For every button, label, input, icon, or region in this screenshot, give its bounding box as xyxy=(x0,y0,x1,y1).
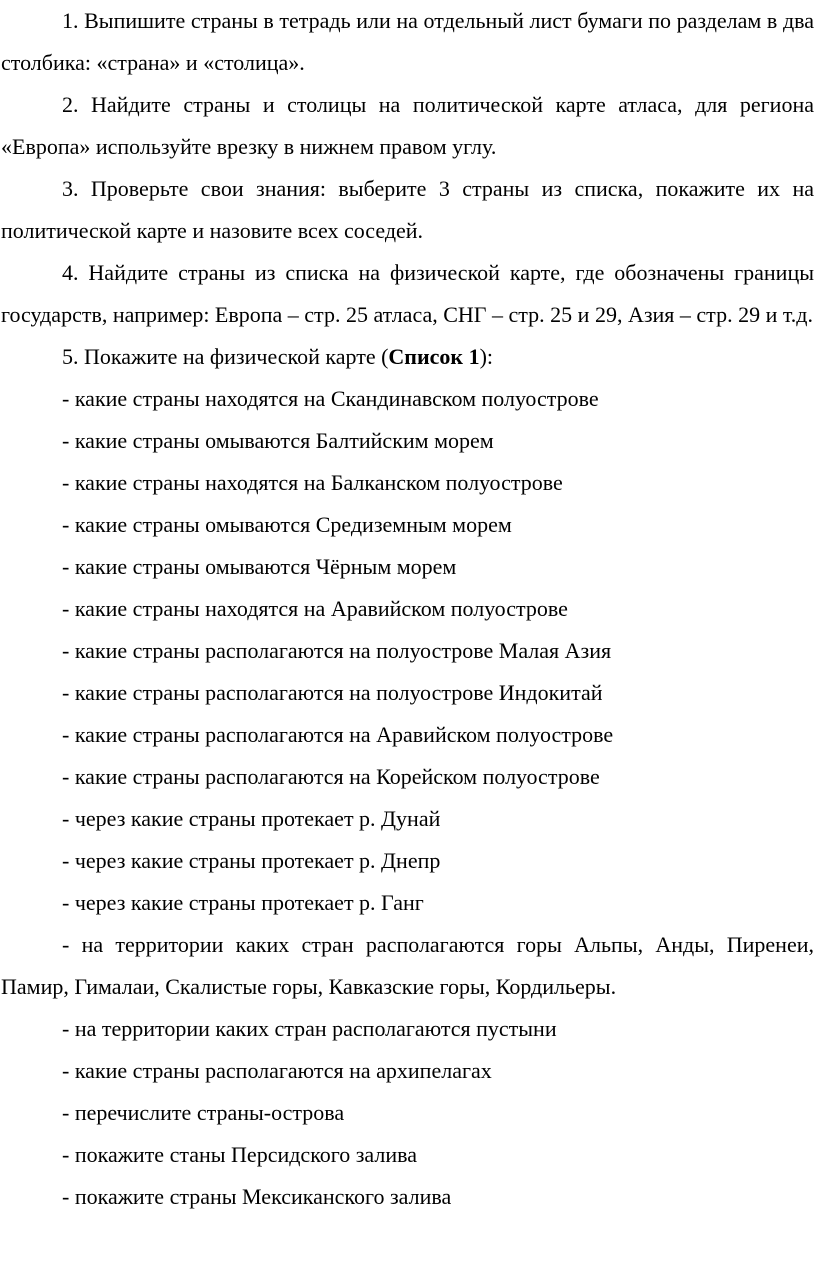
list-item: - какие страны располагаются на архипелагах xyxy=(62,1058,492,1083)
instruction-5 xyxy=(1,336,814,378)
list-item: - покажите страны Мексиканского залива xyxy=(62,1184,452,1209)
list-item: - какие страны располагаются на Аравийском полуострове xyxy=(62,722,614,747)
instruction-3: 3. Проверьте свои знания: выберите 3 страны из списка, покажите их на политической карте и назовите всех соседей. xyxy=(1,176,814,243)
list-item: - на территории каких стран располагаются горы Альпы, Анды, Пиренеи, Памир, Гималаи, Скалистые горы, Кавказские горы, Кордильеры. xyxy=(1,932,814,999)
instruction-2: 2. Найдите страны и столицы на политической карте атласа, для региона «Европа» используйте врезку в нижнем правом углу. xyxy=(1,92,814,159)
list-item: - через какие страны протекает р. Ганг xyxy=(62,890,424,915)
list-item: - какие страны омываются Балтийским морем xyxy=(62,428,494,453)
list-item: - какие страны омываются Чёрным морем xyxy=(62,554,457,579)
list-item: - через какие страны протекает р. Днепр xyxy=(62,848,441,873)
instruction-5-prefix: 5. Покажите на физической карте ( xyxy=(62,344,389,369)
list-item: - перечислите страны-острова xyxy=(62,1100,345,1125)
instruction-1: 1. Выпишите страны в тетрадь или на отдельный лист бумаги по разделам в два столбика: «страна» и «столица». xyxy=(1,8,814,75)
list-item: - через какие страны протекает р. Дунай xyxy=(62,806,441,831)
list-reference: Список 1 xyxy=(388,344,480,369)
list-item: - какие страны находятся на Скандинавском полуострове xyxy=(62,386,599,411)
list-item: - какие страны располагаются на Корейском полуострове xyxy=(62,764,600,789)
list-item: - какие страны находятся на Балканском полуострове xyxy=(62,470,563,495)
instruction-4: 4. Найдите страны из списка на физической карте, где обозначены границы государств, например: Европа – стр. 25 атласа, СНГ – стр. 25 и 29, Азия – стр. 29 и т.д. xyxy=(1,260,814,327)
instruction-5-suffix: ): xyxy=(479,344,494,369)
list-item: - какие страны омываются Средиземным морем xyxy=(62,512,512,537)
list-item: - какие страны располагаются на полуострове Индокитай xyxy=(62,680,603,705)
list-item: - покажите станы Персидского залива xyxy=(62,1142,417,1167)
list-item: - на территории каких стран располагаются пустыни xyxy=(62,1016,557,1041)
list-item: - какие страны располагаются на полуострове Малая Азия xyxy=(62,638,612,663)
list-item: - какие страны находятся на Аравийском полуострове xyxy=(62,596,568,621)
